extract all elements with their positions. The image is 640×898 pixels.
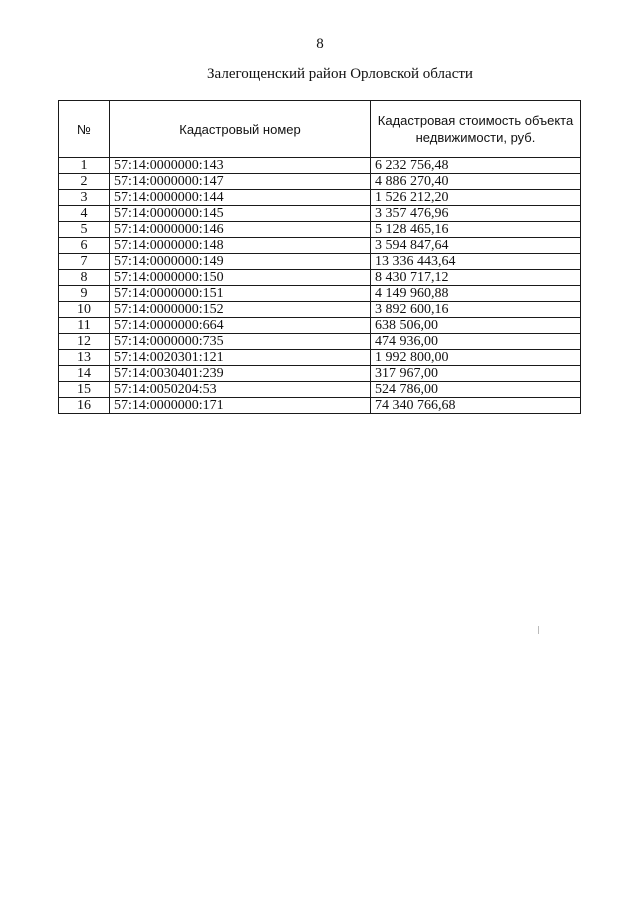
table-row — [59, 366, 581, 382]
cadastral-value-cell: 3 357 476,96 — [371, 206, 581, 222]
row-number-cell: 6 — [59, 238, 110, 254]
cadastral-number-cell: 57:14:0050204:53 — [110, 382, 371, 398]
row-number-cell: 1 — [59, 158, 110, 174]
row-number-cell: 4 — [59, 206, 110, 222]
row-number-cell: 3 — [59, 190, 110, 206]
table-row — [59, 350, 581, 366]
row-number-cell: 12 — [59, 334, 110, 350]
cadastral-number-cell: 57:14:0000000:149 — [110, 254, 371, 270]
table-row — [59, 318, 581, 334]
cadastral-value-cell: 3 594 847,64 — [371, 238, 581, 254]
cadastral-value-cell: 6 232 756,48 — [371, 158, 581, 174]
row-number-cell: 10 — [59, 302, 110, 318]
cadastral-value-cell: 524 786,00 — [371, 382, 581, 398]
page-number: 8 — [316, 36, 324, 52]
cadastral-value-cell: 1 526 212,20 — [371, 190, 581, 206]
table-row — [59, 190, 581, 206]
cadastral-number-cell: 57:14:0000000:151 — [110, 286, 371, 302]
cadastral-number-cell: 57:14:0000000:147 — [110, 174, 371, 190]
row-number-cell: 14 — [59, 366, 110, 382]
cadastral-value-cell: 317 967,00 — [371, 366, 581, 382]
table-header — [59, 101, 581, 158]
table-row — [59, 270, 581, 286]
table-row — [59, 302, 581, 318]
column-header-cadastral-number: Кадастровый номер — [110, 101, 371, 158]
column-header-cadastral-value: Кадастровая стоимость объекта недвижимости, руб. — [371, 101, 581, 158]
cadastral-value-cell: 1 992 800,00 — [371, 350, 581, 366]
row-number-cell: 8 — [59, 270, 110, 286]
cadastral-value-cell: 474 936,00 — [371, 334, 581, 350]
cadastral-number-cell: 57:14:0000000:150 — [110, 270, 371, 286]
cadastral-number-cell: 57:14:0000000:735 — [110, 334, 371, 350]
table-row — [59, 206, 581, 222]
table-row — [59, 398, 581, 414]
cadastral-number-cell: 57:14:0000000:152 — [110, 302, 371, 318]
table-header-row — [59, 101, 581, 158]
cadastral-value-cell: 8 430 717,12 — [371, 270, 581, 286]
cadastral-number-cell: 57:14:0000000:145 — [110, 206, 371, 222]
cadastral-value-cell: 638 506,00 — [371, 318, 581, 334]
table-row — [59, 158, 581, 174]
row-number-cell: 13 — [59, 350, 110, 366]
cadastral-number-cell: 57:14:0000000:146 — [110, 222, 371, 238]
cadastral-number-cell: 57:14:0000000:148 — [110, 238, 371, 254]
row-number-cell: 15 — [59, 382, 110, 398]
scan-artifact — [538, 626, 539, 634]
table-body — [59, 158, 581, 414]
cadastral-number-cell: 57:14:0000000:171 — [110, 398, 371, 414]
cadastral-value-cell: 3 892 600,16 — [371, 302, 581, 318]
row-number-cell: 9 — [59, 286, 110, 302]
cadastral-value-cell: 4 886 270,40 — [371, 174, 581, 190]
table-row — [59, 222, 581, 238]
cadastral-value-table — [58, 100, 581, 414]
cadastral-value-cell: 4 149 960,88 — [371, 286, 581, 302]
cadastral-number-cell: 57:14:0000000:143 — [110, 158, 371, 174]
document-title: Залегощенский район Орловской области — [207, 66, 473, 82]
column-header-number: № — [59, 101, 110, 158]
cadastral-number-cell: 57:14:0030401:239 — [110, 366, 371, 382]
row-number-cell: 5 — [59, 222, 110, 238]
table-row — [59, 382, 581, 398]
cadastral-number-cell: 57:14:0020301:121 — [110, 350, 371, 366]
cadastral-number-cell: 57:14:0000000:664 — [110, 318, 371, 334]
row-number-cell: 11 — [59, 318, 110, 334]
table-row — [59, 174, 581, 190]
row-number-cell: 2 — [59, 174, 110, 190]
cadastral-number-cell: 57:14:0000000:144 — [110, 190, 371, 206]
cadastral-value-cell: 5 128 465,16 — [371, 222, 581, 238]
row-number-cell: 7 — [59, 254, 110, 270]
table-row — [59, 238, 581, 254]
cadastral-value-cell: 74 340 766,68 — [371, 398, 581, 414]
cadastral-value-cell: 13 336 443,64 — [371, 254, 581, 270]
table-row — [59, 334, 581, 350]
row-number-cell: 16 — [59, 398, 110, 414]
table-row — [59, 254, 581, 270]
table-row — [59, 286, 581, 302]
